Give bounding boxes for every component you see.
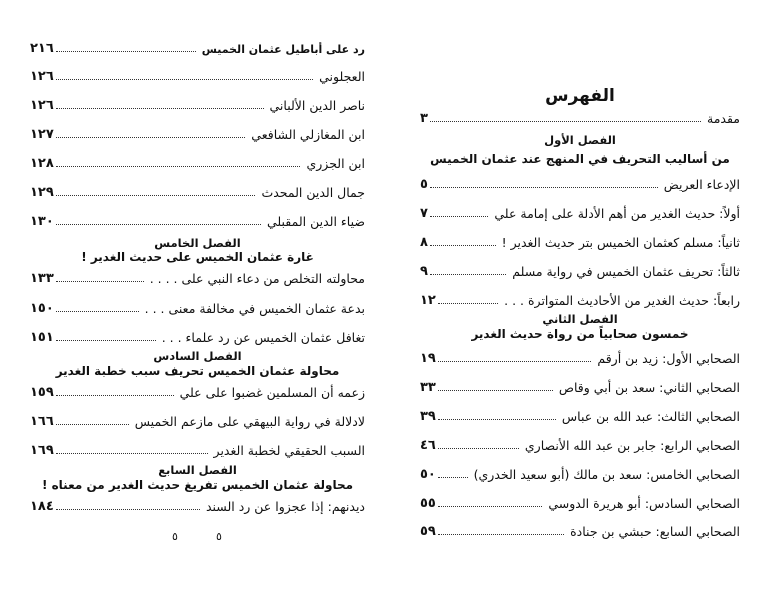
entry-label: ضياء الدين المقبلي [266,214,365,229]
toc-entry [30,151,365,171]
entry-label: محاولته التخلص من دعاء النبي على . . . . [149,271,365,286]
toc-entry [30,209,365,229]
entry-page: ١٦٦ [30,414,54,429]
toc-entry [420,346,740,366]
entry-page: ١٣٣ [30,271,54,286]
dot-leader [430,245,496,246]
entry-label: ابن الجزري [306,156,365,171]
entry-page: ١٥١ [30,330,54,345]
toc-entry [420,172,740,192]
dot-leader [438,390,553,391]
entry-label: الصحابي السابع: حبشي بن جنادة [570,524,740,539]
dot-leader [56,281,144,282]
entry-page: ١٢٦ [30,98,54,113]
entry-page: ٣ [420,111,428,126]
toc-entry [420,491,740,511]
dot-leader [438,448,519,449]
entry-label: الصحابي الثاني: سعد بن أبي وقاص [558,380,740,395]
entry-label: العجلوني [319,69,365,84]
toc-entry [30,494,365,514]
toc-entry [30,296,365,316]
entry-page: ١٢٩ [30,185,54,200]
entry-label: رد على أباطيل عثمان الخميس [201,43,365,56]
toc-entry [30,409,365,429]
toc-entry [420,404,740,424]
entry-label: ثانياً: مسلم كعثمان الخميس بتر حديث الغدير ! [501,235,740,250]
entry-page: ٨ [420,235,428,250]
dot-leader [56,424,129,425]
entry-label: لادلالة في رواية البيهقي على مازعم الخميس [134,414,365,429]
dot-leader [430,216,488,217]
entry-page: ٥ [420,177,428,192]
dot-leader [438,361,592,362]
dot-leader [438,419,556,420]
entry-page: ١٣٠ [30,214,54,229]
dot-leader [56,311,139,312]
chapter-title: من أساليب التحريف في المنهج عند عثمان الخميس [430,152,730,166]
dot-leader [56,453,208,454]
entry-page: ٢١٦ [30,41,54,56]
chapter-heading: الفصل السادس [153,349,242,363]
toc-entry [420,462,740,482]
entry-page: ٥٩ [420,524,436,539]
footer-mark: ٥ [216,530,222,543]
entry-page: ٧ [420,206,428,221]
entry-label: ديدنهم: إذا عجزوا عن رد السند [205,499,365,514]
dot-leader [56,108,264,109]
entry-label: أولاً: حديث الغدير من أهم الأدلة على إمامة علي [494,206,740,221]
entry-label: زعمه أن المسلمين غضبوا على علي [179,385,365,400]
entry-label: الصحابي الثالث: عبد الله بن عباس [561,409,740,424]
dot-leader [430,121,701,122]
entry-page: ٥٠ [420,467,436,482]
right-page [420,0,740,602]
toc-entry [30,266,365,286]
toc-entry [420,230,740,250]
chapter-title: خمسون صحابياً من رواة حديث الغدير [471,327,689,341]
entry-page: ١٢٧ [30,127,54,142]
entry-page: ١٦٩ [30,443,54,458]
entry-label: مقدمة [707,111,740,126]
dot-leader [430,187,658,188]
page-title: الفهرس [545,86,615,106]
entry-page: ١٢٨ [30,156,54,171]
dot-leader [56,137,245,138]
toc-entry [420,519,740,539]
chapter-heading: الفصل السابع [158,463,237,477]
dot-leader [56,51,196,52]
entry-page: ١٨٤ [30,499,54,514]
dot-leader [438,506,542,507]
entry-label: الصحابي الرابع: جابر بن عبد الله الأنصاري [524,438,740,453]
entry-label: بدعة عثمان الخميس في مخالفة معنى . . . [144,301,365,316]
toc-entry [420,433,740,453]
entry-page: ١٢٦ [30,69,54,84]
toc-entry [30,122,365,142]
entry-label: جمال الدين المحدث [261,185,365,200]
dot-leader [438,477,468,478]
entry-label: السبب الحقيقي لخطبة الغدير [213,443,365,458]
chapter-title: محاولة عثمان الخميس تفريغ حديث الغدير من معناه ! [41,478,354,492]
entry-label: الصحابي الأول: زيد بن أرقم [597,351,740,366]
toc-entry [30,36,365,56]
chapter-heading: الفصل الثاني [542,312,618,326]
dot-leader [430,274,506,275]
toc-entry [30,180,365,200]
toc-entry [30,93,365,113]
toc-entry [30,64,365,84]
toc-entry [420,259,740,279]
dot-leader [438,303,498,304]
toc-entry [30,438,365,458]
entry-label: الصحابي السادس: أبو هريرة الدوسي [548,496,740,511]
chapter-heading: الفصل الخامس [154,236,241,250]
entry-page: ١٩ [420,351,436,366]
entry-label: الإدعاء العريض [663,177,740,192]
dot-leader [438,534,564,535]
toc-entry [420,375,740,395]
toc-entry [30,380,365,400]
dot-leader [56,195,256,196]
toc-entry [420,288,740,308]
left-page [30,0,365,602]
dot-leader [56,166,301,167]
toc-entry [30,325,365,345]
toc-entry [420,201,740,221]
dot-leader [56,340,156,341]
dot-leader [56,224,261,225]
entry-label: ثالثاً: تحريف عثمان الخميس في رواية مسلم [512,264,740,279]
footer-mark: ٥ [172,530,178,543]
entry-page: ٩ [420,264,428,279]
entry-label: ابن المغازلي الشافعي [251,127,365,142]
dot-leader [56,509,200,510]
entry-label: تغافل عثمان الخميس عن رد علماء . . . [161,330,365,345]
entry-page: ٥٥ [420,496,436,511]
entry-page: ٣٩ [420,409,436,424]
dot-leader [56,79,313,80]
entry-page: ٤٦ [420,438,436,453]
dot-leader [56,395,174,396]
entry-label: ناصر الدين الألباني [269,98,365,113]
entry-label: رابعاً: حديث الغدير من الأحاديث المتواترة . . . [504,293,740,308]
chapter-heading: الفصل الأول [544,133,616,147]
chapter-title: محاولة عثمان الخميس تحريف سبب خطبة الغدير [55,364,340,378]
toc-entry [420,106,740,126]
entry-page: ١٥٩ [30,385,54,400]
chapter-title: غارة عثمان الخميس على حديث الغدير ! [81,250,314,264]
entry-label: الصحابي الخامس: سعد بن مالك (أبو سعيد الخدري) [473,467,740,482]
entry-page: ١٥٠ [30,301,54,316]
entry-page: ٣٣ [420,380,436,395]
entry-page: ١٢ [420,293,436,308]
